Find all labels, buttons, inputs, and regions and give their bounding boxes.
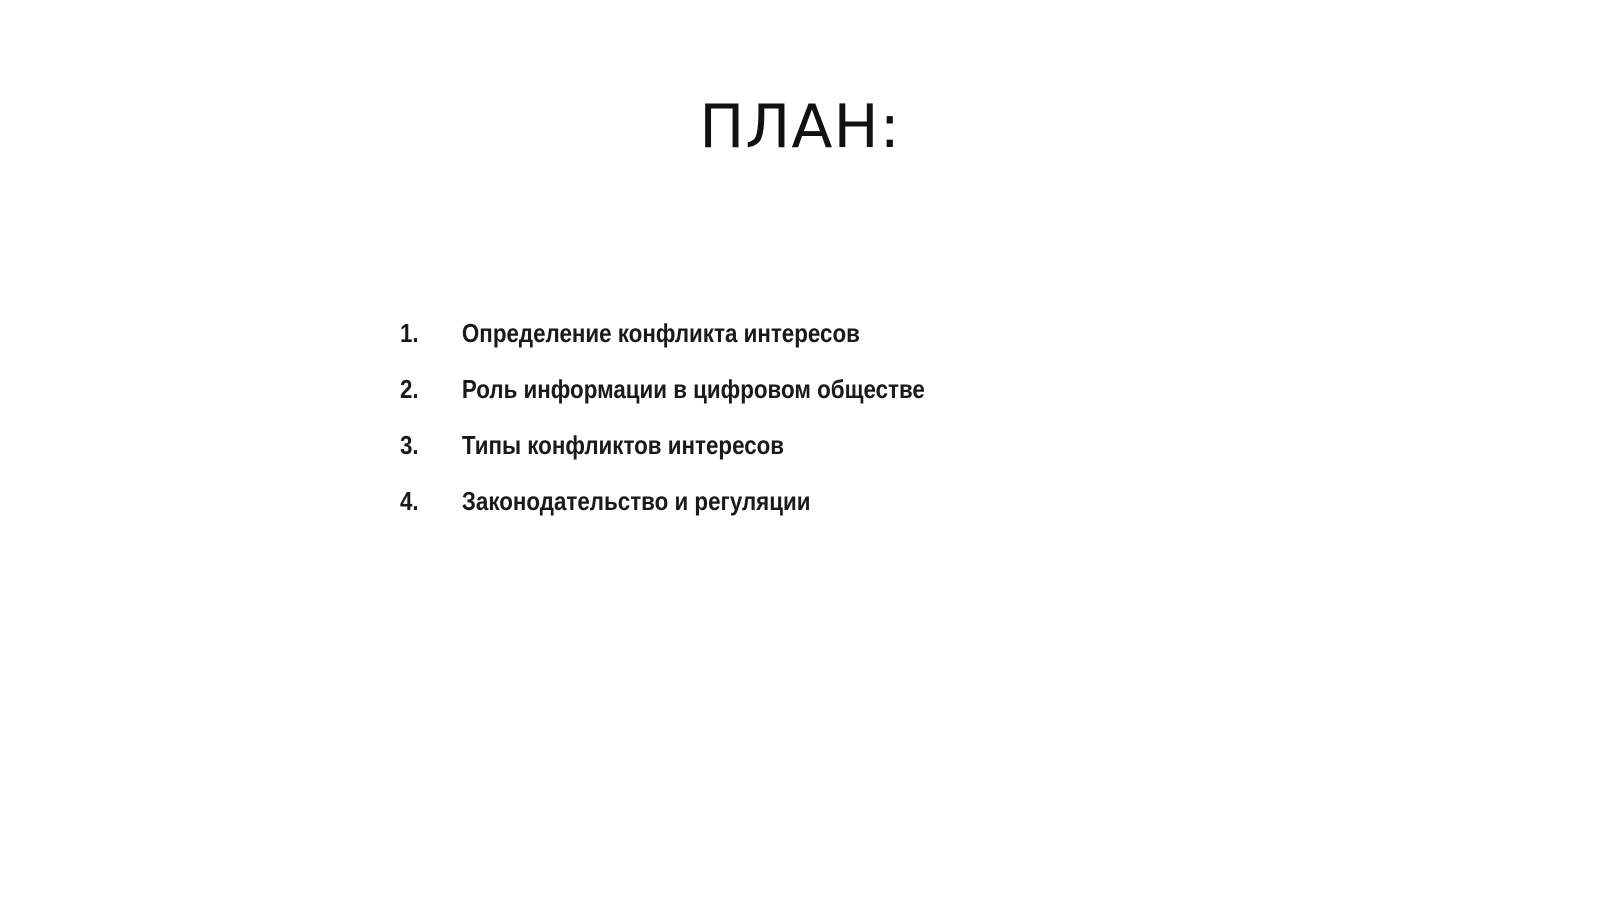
plan-item-number: 4. (400, 486, 419, 516)
plan-item-number: 1. (400, 318, 419, 348)
plan-item-text: Определение конфликта интересов (461, 318, 860, 348)
plan-list (400, 318, 1010, 542)
slide-title: ПЛАН: (699, 92, 901, 162)
plan-item-number: 3. (400, 430, 419, 460)
plan-item-text: Типы конфликтов интересов (461, 430, 785, 460)
plan-item-text: Законодательство и регуляции (461, 486, 811, 516)
plan-item-2 (400, 374, 925, 430)
plan-item-number: 2. (400, 374, 419, 404)
plan-item-4 (400, 486, 925, 542)
plan-item-1 (400, 318, 925, 374)
plan-item-text: Роль информации в цифровом обществе (461, 374, 925, 404)
plan-item-3 (400, 430, 925, 486)
